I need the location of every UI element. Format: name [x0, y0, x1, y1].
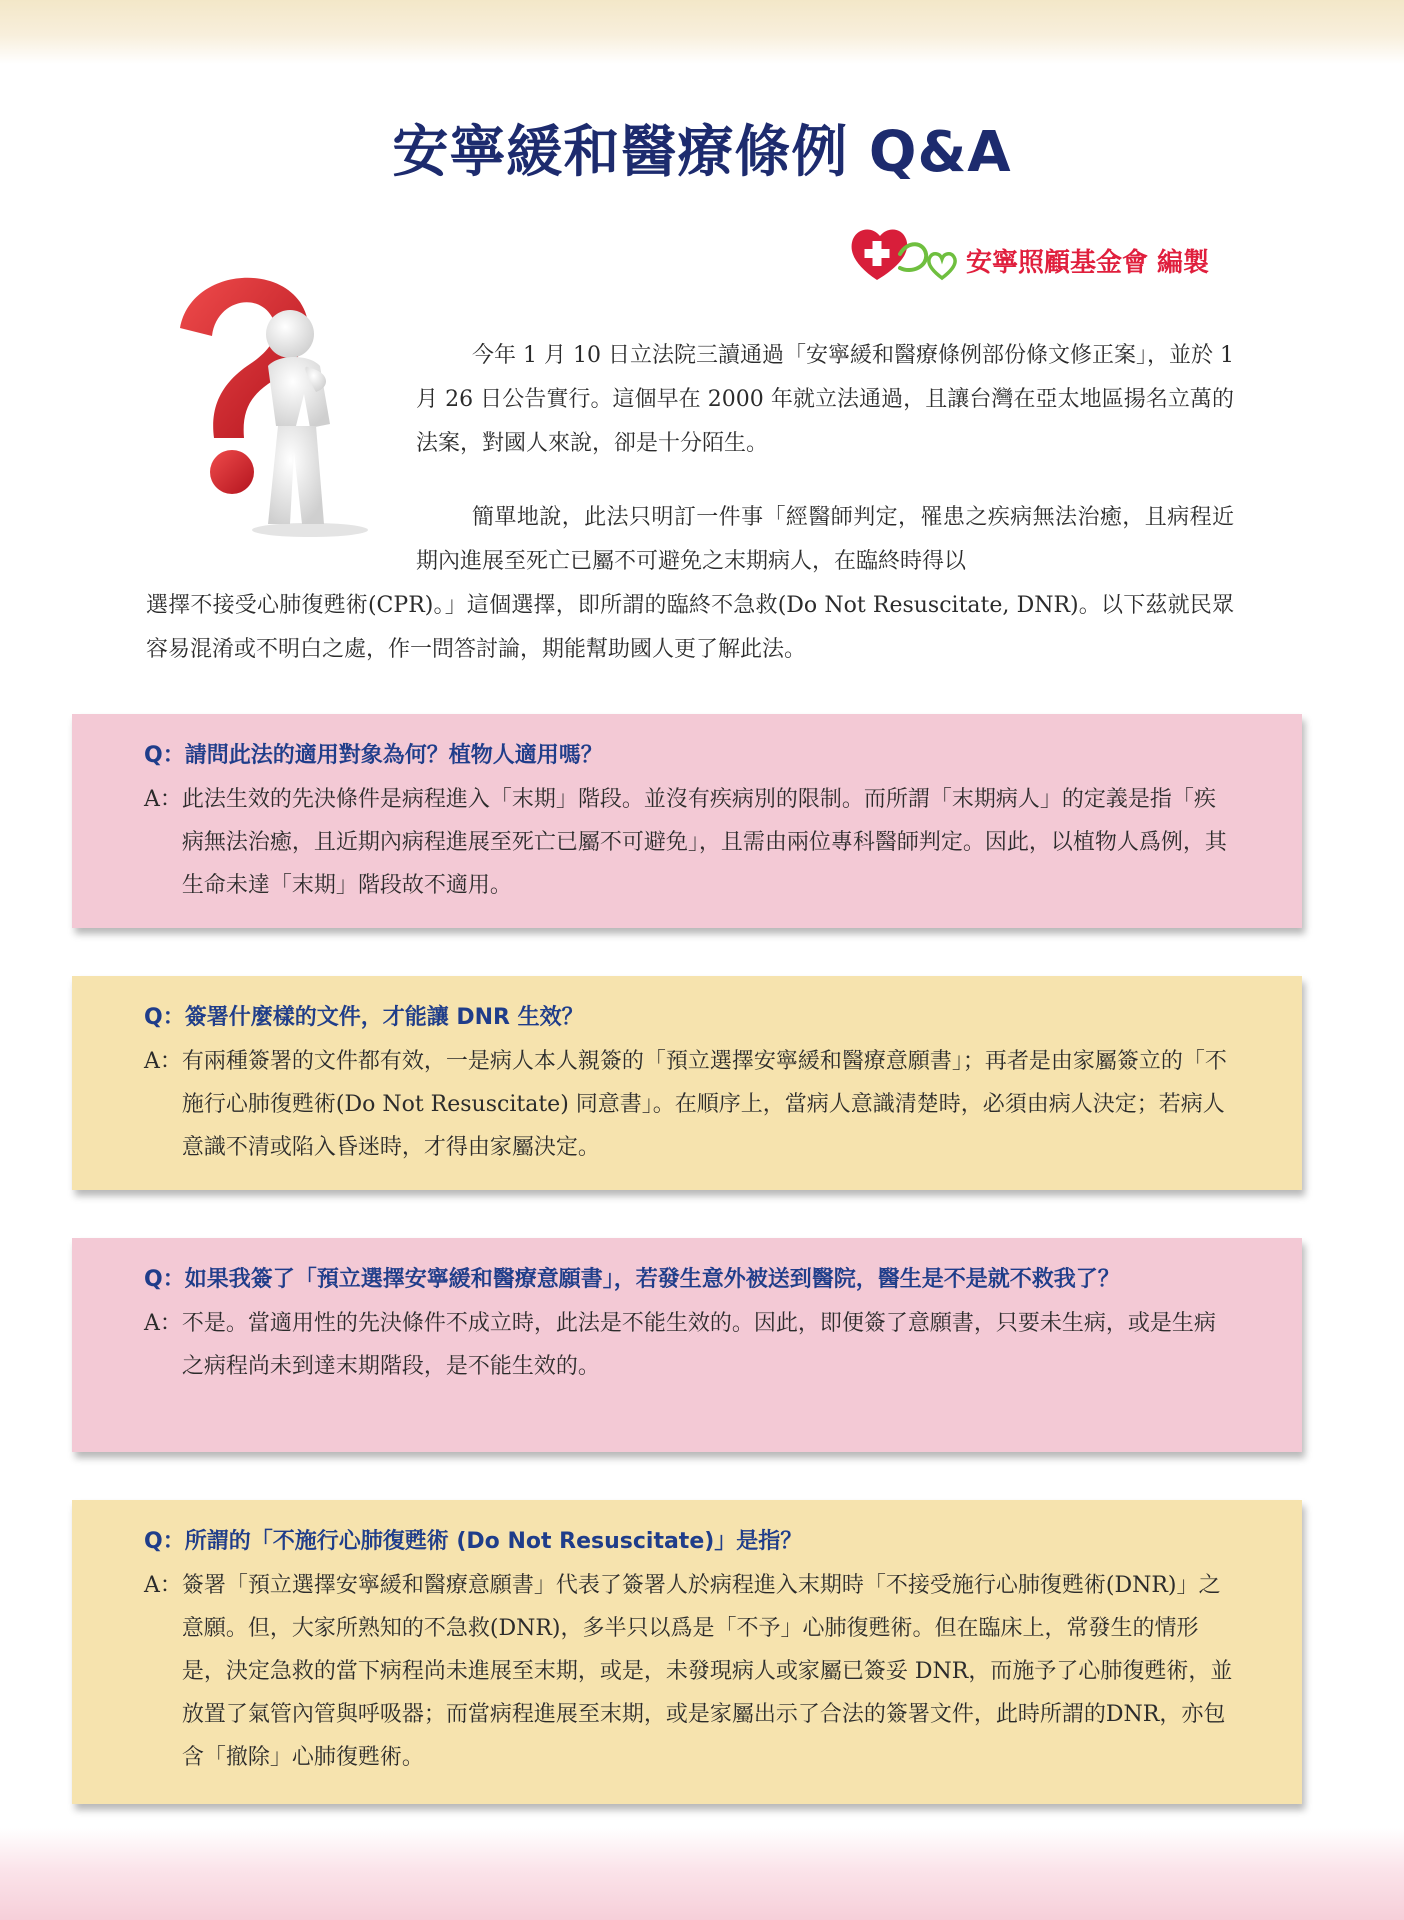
answer-3	[144, 1302, 1236, 1388]
top-decor-band	[0, 0, 1404, 64]
answer-4-text: 簽署「預立選擇安寧緩和醫療意願書」代表了簽署人於病程進入末期時「不接受施行心肺復甦術(DNR)」之意願。但，大家所熟知的不急救(DNR)，多半只以爲是「不予」心肺復甦術。但在臨床上，常發生的情形是，決定急救的當下病程尚未進展至末期，或是，未發現病人或家屬已簽妥 DNR，而施予了心肺復甦術，並放置了氣管內管與呼吸器；而當病程進展至末期，或是家屬出示了合法的簽署文件，此時所謂的DNR，亦包含「撤除」心肺復甦術。	[181, 1573, 1233, 1770]
answer-1	[144, 778, 1236, 907]
page-title: 安寧緩和醫療條例 Q&A	[392, 120, 1012, 185]
question-label: Q：	[144, 743, 185, 768]
qa-box-2	[72, 976, 1302, 1190]
answer-2	[144, 1040, 1236, 1169]
hospice-foundation-logo-icon	[850, 222, 958, 284]
question-3-text: 如果我簽了「預立選擇安寧緩和醫療意願書」，若發生意外被送到醫院，醫生是不是就不救我了？	[184, 1267, 1120, 1292]
question-2	[144, 996, 1236, 1040]
intro-paragraph-2-end: 選擇不接受心肺復甦術(CPR)。」這個選擇，即所謂的臨終不急救(Do Not Resuscitate, DNR)。以下茲就民眾容易混淆或不明白之處，作一問答討論，期能幫助國人更了解此法。	[146, 593, 1234, 662]
answer-1-text: 此法生效的先決條件是病程進入「末期」階段。並沒有疾病別的限制。而所謂「末期病人」的定義是指「疾病無法治癒，且近期內病程進展至死亡已屬不可避免」，且需由兩位專科醫師判定。因此，以植物人爲例，其生命未達「末期」階段故不適用。	[181, 787, 1227, 898]
question-label: Q：	[144, 1529, 185, 1554]
answer-label: A：	[144, 1573, 182, 1598]
answer-2-text: 有兩種簽署的文件都有效，一是病人本人親簽的「預立選擇安寧緩和醫療意願書」；再者是由家屬簽立的「不施行心肺復甦術(Do Not Resuscitate) 同意書」。在順序上，當病人意識清楚時，必須由病人決定；若病人意識不清或陷入昏迷時，才得由家屬決定。	[181, 1049, 1227, 1160]
question-1-text: 請問此法的適用對象為何？植物人適用嗎？	[184, 743, 603, 768]
qa-box-3	[72, 1238, 1302, 1452]
question-label: Q：	[144, 1005, 185, 1030]
intro-paragraph-2-start: 簡單地說，此法只明訂一件事「經醫師判定，罹患之疾病無法治癒，且病程近期內進展至死亡已屬不可避免之末期病人，在臨終時得以	[416, 505, 1234, 574]
question-mark-figure-illustration	[160, 262, 410, 540]
question-label: Q：	[144, 1267, 185, 1292]
qa-box-1	[72, 714, 1302, 928]
answer-3-text: 不是。當適用性的先決條件不成立時，此法是不能生效的。因此，即便簽了意願書，只要未生病，或是生病之病程尚未到達末期階段，是不能生效的。	[181, 1311, 1216, 1379]
question-3	[144, 1258, 1236, 1302]
question-1	[144, 734, 1236, 778]
bottom-decor-band	[0, 1828, 1404, 1920]
question-2-text: 簽署什麼樣的文件，才能讓 DNR 生效？	[184, 1005, 584, 1030]
answer-4	[144, 1564, 1236, 1779]
question-4-text: 所謂的「不施行心肺復甦術 (Do Not Resuscitate)」是指？	[184, 1529, 803, 1554]
answer-label: A：	[144, 787, 182, 812]
organization-credit: 安寧照顧基金會 編製	[966, 248, 1210, 278]
intro-paragraph-1: 今年 1 月 10 日立法院三讀通過「安寧緩和醫療條例部份條文修正案」，並於 1 月 26 日公告實行。這個早在 2000 年就立法通過，且讓台灣在亞太地區揚名立萬的法案，對國人來說，卻是十分陌生。	[416, 343, 1234, 456]
question-4	[144, 1520, 1236, 1564]
answer-label: A：	[144, 1311, 182, 1336]
qa-box-4	[72, 1500, 1302, 1804]
answer-label: A：	[144, 1049, 182, 1074]
